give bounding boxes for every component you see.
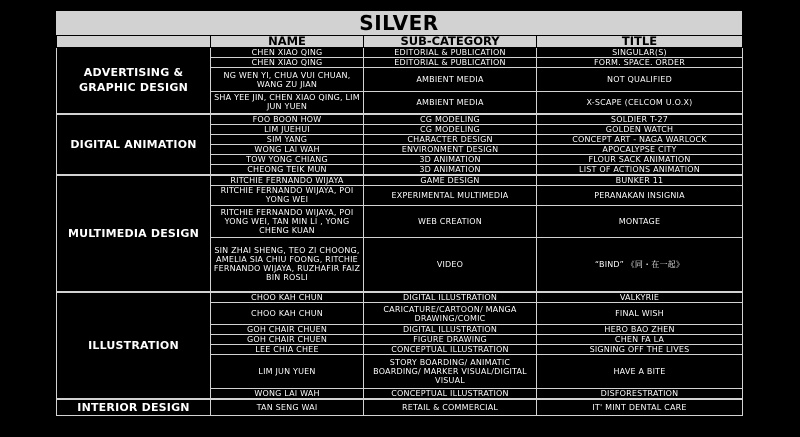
category-cell: INTERIOR DESIGN [57, 399, 211, 416]
column-header-sub-category: SUB-CATEGORY [364, 36, 537, 48]
title-cell: PERANAKAN INSIGNIA [537, 185, 743, 205]
sub-category-cell: 3D ANIMATION [364, 164, 537, 175]
table-row [57, 292, 743, 303]
sub-category-cell: AMBIENT MEDIA [364, 68, 537, 92]
sub-category-cell: CONCEPTUAL ILLUSTRATION [364, 389, 537, 400]
sub-category-cell: AMBIENT MEDIA [364, 92, 537, 114]
name-cell: TOW YONG CHIANG [211, 154, 364, 164]
awards-table [56, 35, 743, 416]
name-cell: GOH CHAIR CHUEN [211, 335, 364, 345]
name-cell: GOH CHAIR CHUEN [211, 325, 364, 335]
sub-category-cell: DIGITAL ILLUSTRATION [364, 292, 537, 303]
name-cell: LEE CHIA CHEE [211, 345, 364, 355]
sub-category-cell: ENVIRONMENT DESIGN [364, 144, 537, 154]
sub-category-cell: CG MODELING [364, 114, 537, 125]
sub-category-cell: EDITORIAL & PUBLICATION [364, 48, 537, 58]
column-header-title: TITLE [537, 36, 743, 48]
sub-category-cell: GAME DESIGN [364, 175, 537, 186]
column-header-name: NAME [211, 36, 364, 48]
name-cell: RITCHIE FERNANDO WIJAYA, POI YONG WEI [211, 185, 364, 205]
name-cell: WONG LAI WAH [211, 389, 364, 400]
title-cell: FORM. SPACE. ORDER [537, 58, 743, 68]
page-title: SILVER [56, 11, 742, 35]
name-cell: CHOO KAH CHUN [211, 292, 364, 303]
title-cell: BUNKER 11 [537, 175, 743, 186]
title-cell: MONTAGE [537, 205, 743, 237]
name-cell: NG WEN YI, CHUA VUI CHUAN, WANG ZU JIAN [211, 68, 364, 92]
title-cell: IT' MINT DENTAL CARE [537, 399, 743, 416]
name-cell: SHA YEE JIN, CHEN XIAO QING, LIM JUN YUEN [211, 92, 364, 114]
title-cell: APOCALYPSE CITY [537, 144, 743, 154]
sub-category-cell: DIGITAL ILLUSTRATION [364, 325, 537, 335]
title-cell: “BIND” 《同・在一起》 [537, 237, 743, 292]
sub-category-cell: FIGURE DRAWING [364, 335, 537, 345]
title-cell: GOLDEN WATCH [537, 124, 743, 134]
title-cell: HERO BAO ZHEN [537, 325, 743, 335]
name-cell: WONG LAI WAH [211, 144, 364, 154]
table-row [57, 175, 743, 186]
sub-category-cell: EXPERIMENTAL MULTIMEDIA [364, 185, 537, 205]
title-cell: LIST OF ACTIONS ANIMATION [537, 164, 743, 175]
title-cell: VALKYRIE [537, 292, 743, 303]
name-cell: SIN ZHAI SHENG, TEO ZI CHOONG, AMELIA SIA CHIU FOONG, RITCHIE FERNANDO WIJAYA, RUZHAFIR FAIZ BIN ROSLI [211, 237, 364, 292]
sub-category-cell: CARICATURE/CARTOON/ MANGA DRAWING/COMIC [364, 303, 537, 325]
sub-category-cell: CG MODELING [364, 124, 537, 134]
name-cell: SIM YANG [211, 134, 364, 144]
title-cell: SOLDIER T-27 [537, 114, 743, 125]
sub-category-cell: CHARACTER DESIGN [364, 134, 537, 144]
title-cell: CHEN FA LA [537, 335, 743, 345]
title-cell: DISFORESTRATION [537, 389, 743, 400]
name-cell: FOO BOON HOW [211, 114, 364, 125]
table-row [57, 48, 743, 58]
name-cell: RITCHIE FERNANDO WIJAYA [211, 175, 364, 186]
sub-category-cell: CONCEPTUAL ILLUSTRATION [364, 345, 537, 355]
category-cell: ILLUSTRATION [57, 292, 211, 399]
name-cell: CHEONG TEIK MUN [211, 164, 364, 175]
sub-category-cell: STORY BOARDING/ ANIMATIC BOARDING/ MARKER VISUAL/DIGITAL VISUAL [364, 355, 537, 389]
category-cell: ADVERTISING & GRAPHIC DESIGN [57, 48, 211, 114]
sub-category-cell: EDITORIAL & PUBLICATION [364, 58, 537, 68]
title-cell: FLOUR SACK ANIMATION [537, 154, 743, 164]
table-body [57, 48, 743, 416]
title-cell: SINGULAR(S) [537, 48, 743, 58]
title-cell: CONCEPT ART - NAGA WARLOCK [537, 134, 743, 144]
name-cell: CHEN XIAO QING [211, 58, 364, 68]
table-row [57, 114, 743, 125]
title-cell: X-SCAPE (CELCOM U.O.X) [537, 92, 743, 114]
title-cell: SIGNING OFF THE LIVES [537, 345, 743, 355]
sub-category-cell: RETAIL & COMMERCIAL [364, 399, 537, 416]
name-cell: LIM JUEHUI [211, 124, 364, 134]
title-cell: NOT QUALIFIED [537, 68, 743, 92]
sub-category-cell: 3D ANIMATION [364, 154, 537, 164]
category-cell: MULTIMEDIA DESIGN [57, 175, 211, 293]
name-cell: RITCHIE FERNANDO WIJAYA, POI YONG WEI, TAN MIN LI , YONG CHENG KUAN [211, 205, 364, 237]
table-header-row [57, 36, 743, 48]
sub-category-cell: WEB CREATION [364, 205, 537, 237]
title-cell: FINAL WISH [537, 303, 743, 325]
name-cell: TAN SENG WAI [211, 399, 364, 416]
column-header-category [57, 36, 211, 48]
silver-awards-panel [56, 11, 742, 416]
name-cell: CHEN XIAO QING [211, 48, 364, 58]
table-row [57, 399, 743, 416]
sub-category-cell: VIDEO [364, 237, 537, 292]
title-cell: HAVE A BITE [537, 355, 743, 389]
name-cell: CHOO KAH CHUN [211, 303, 364, 325]
name-cell: LIM JUN YUEN [211, 355, 364, 389]
category-cell: DIGITAL ANIMATION [57, 114, 211, 175]
